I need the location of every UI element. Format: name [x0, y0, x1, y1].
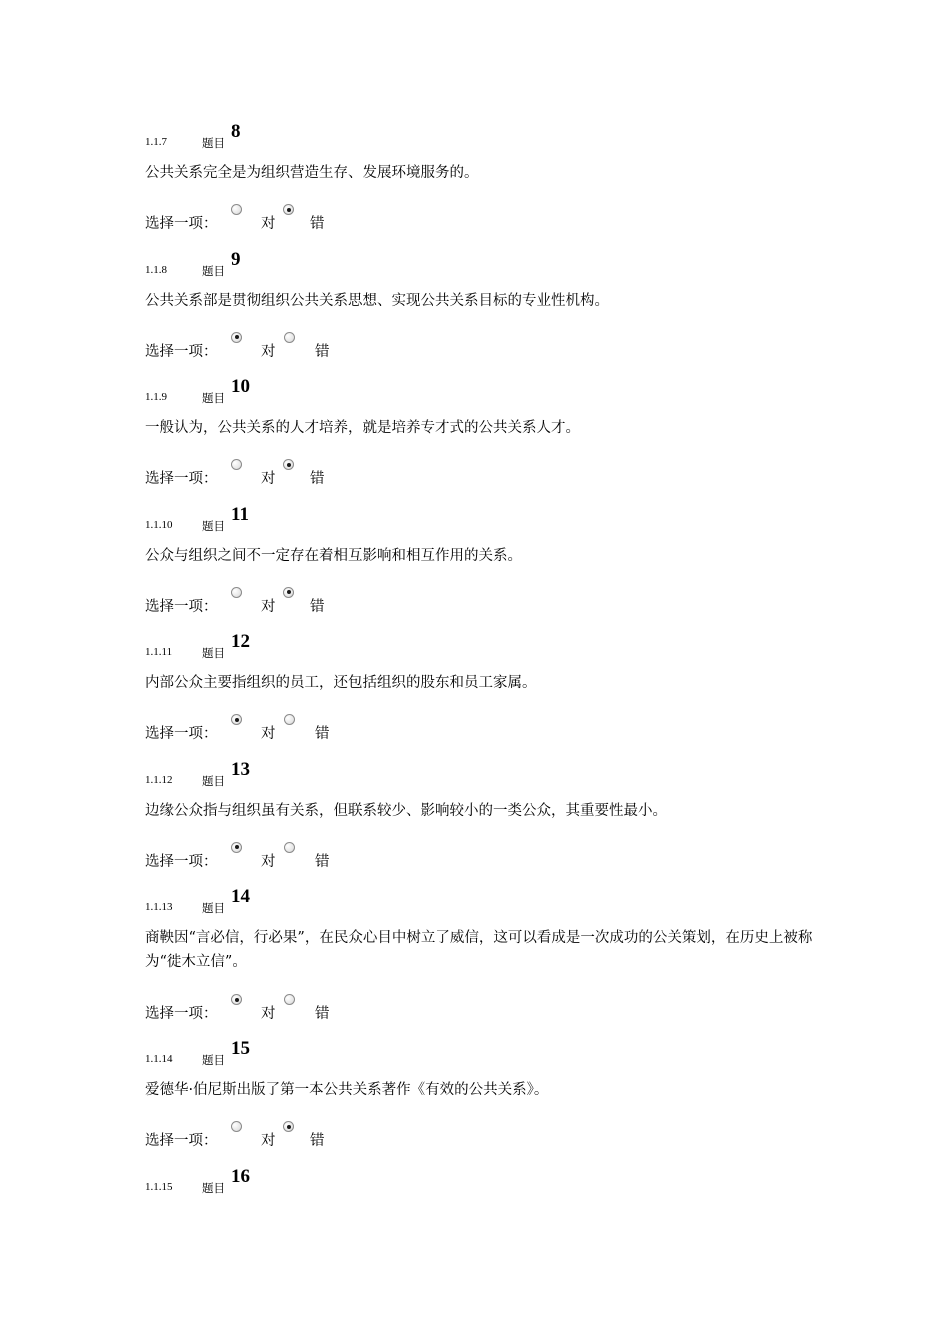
question-label: 题目	[202, 773, 225, 788]
radio-false[interactable]	[284, 714, 295, 725]
question-text: 商鞅因“言必信，行必果”，在民众心目中树立了威信，这可以看成是一次成功的公关策划，在历史上被称为“徙木立信”。	[145, 930, 813, 970]
question-number: 15	[231, 1038, 250, 1059]
option-true-label[interactable]: 对	[261, 343, 276, 360]
radio-false[interactable]	[284, 994, 295, 1005]
question-number: 12	[231, 631, 250, 652]
radio-false[interactable]	[283, 204, 294, 215]
question-index: 1.1.14	[145, 1053, 173, 1065]
option-false-label[interactable]: 错	[310, 1133, 325, 1149]
question-text: 边缘公众指与组织虽有关系，但联系较少、影响较小的一类公众，其重要性最小。	[145, 802, 667, 819]
radio-true[interactable]	[231, 842, 242, 853]
question-index: 1.1.11	[145, 646, 173, 658]
radio-true[interactable]	[231, 714, 242, 725]
radio-true[interactable]	[231, 204, 242, 215]
question-index: 1.1.8	[145, 263, 167, 276]
question-10	[145, 373, 835, 501]
option-true-label[interactable]: 对	[261, 216, 276, 232]
question-label: 题目	[202, 1053, 225, 1067]
option-true-label[interactable]: 对	[261, 471, 276, 487]
question-list	[145, 118, 835, 1290]
question-label: 题目	[202, 646, 225, 660]
question-number: 10	[231, 376, 250, 397]
question-number: 11	[231, 503, 249, 525]
radio-true[interactable]	[231, 587, 242, 598]
question-label: 题目	[202, 901, 225, 915]
option-false-label[interactable]: 错	[315, 853, 330, 870]
option-true-label[interactable]: 对	[261, 598, 276, 615]
question-label: 题目	[202, 391, 225, 405]
radio-false[interactable]	[284, 332, 295, 343]
option-prompt: 选择一项：	[145, 853, 218, 870]
radio-true[interactable]	[231, 459, 242, 470]
option-prompt: 选择一项：	[145, 1133, 218, 1149]
question-number: 9	[231, 248, 241, 270]
question-label: 题目	[202, 1180, 225, 1195]
radio-false[interactable]	[284, 842, 295, 853]
option-prompt: 选择一项：	[145, 471, 218, 487]
question-number: 14	[231, 886, 250, 907]
option-false-label[interactable]: 错	[315, 1006, 330, 1022]
option-false-label[interactable]: 错	[310, 216, 325, 232]
question-index: 1.1.7	[145, 136, 167, 148]
radio-true[interactable]	[231, 332, 242, 343]
question-9	[145, 246, 835, 374]
radio-false[interactable]	[283, 459, 294, 470]
question-label: 题目	[202, 136, 225, 150]
option-false-label[interactable]: 错	[315, 343, 330, 360]
radio-true[interactable]	[231, 1121, 242, 1132]
question-12	[145, 628, 835, 756]
question-16	[145, 1163, 835, 1291]
radio-false[interactable]	[283, 1121, 294, 1132]
question-text: 一般认为，公共关系的人才培养，就是培养专才式的公共关系人才。	[145, 420, 580, 436]
question-number: 16	[231, 1165, 250, 1187]
option-prompt: 选择一项：	[145, 216, 218, 232]
option-false-label[interactable]: 错	[310, 598, 325, 615]
option-false-label[interactable]: 错	[315, 726, 330, 742]
question-text: 爱德华·伯尼斯出版了第一本公共关系著作《有效的公共关系》。	[145, 1082, 549, 1098]
question-index: 1.1.10	[145, 518, 173, 531]
option-true-label[interactable]: 对	[261, 1006, 276, 1022]
radio-false[interactable]	[283, 587, 294, 598]
question-label: 题目	[202, 518, 225, 533]
option-prompt: 选择一项：	[145, 343, 218, 360]
option-true-label[interactable]: 对	[261, 1133, 276, 1149]
option-false-label[interactable]: 错	[310, 471, 325, 487]
option-true-label[interactable]: 对	[261, 853, 276, 870]
question-text: 公共关系部是贯彻组织公共关系思想、实现公共关系目标的专业性机构。	[145, 292, 609, 309]
option-true-label[interactable]: 对	[261, 726, 276, 742]
option-prompt: 选择一项：	[145, 598, 218, 615]
question-text: 公共关系完全是为组织营造生存、发展环境服务的。	[145, 165, 479, 181]
question-index: 1.1.15	[145, 1180, 173, 1193]
question-8	[145, 118, 835, 246]
question-text: 公众与组织之间不一定存在着相互影响和相互作用的关系。	[145, 547, 522, 564]
question-index: 1.1.13	[145, 901, 173, 913]
question-number: 13	[231, 758, 250, 780]
radio-true[interactable]	[231, 994, 242, 1005]
question-label: 题目	[202, 263, 225, 278]
question-index: 1.1.9	[145, 391, 167, 403]
question-15	[145, 1035, 835, 1163]
question-13	[145, 756, 835, 884]
question-text: 内部公众主要指组织的员工，还包括组织的股东和员工家属。	[145, 675, 537, 691]
option-prompt: 选择一项：	[145, 726, 218, 742]
question-number: 8	[231, 121, 241, 142]
option-prompt: 选择一项：	[145, 1006, 218, 1022]
question-11	[145, 501, 835, 629]
question-14	[145, 883, 835, 1035]
question-index: 1.1.12	[145, 773, 173, 786]
